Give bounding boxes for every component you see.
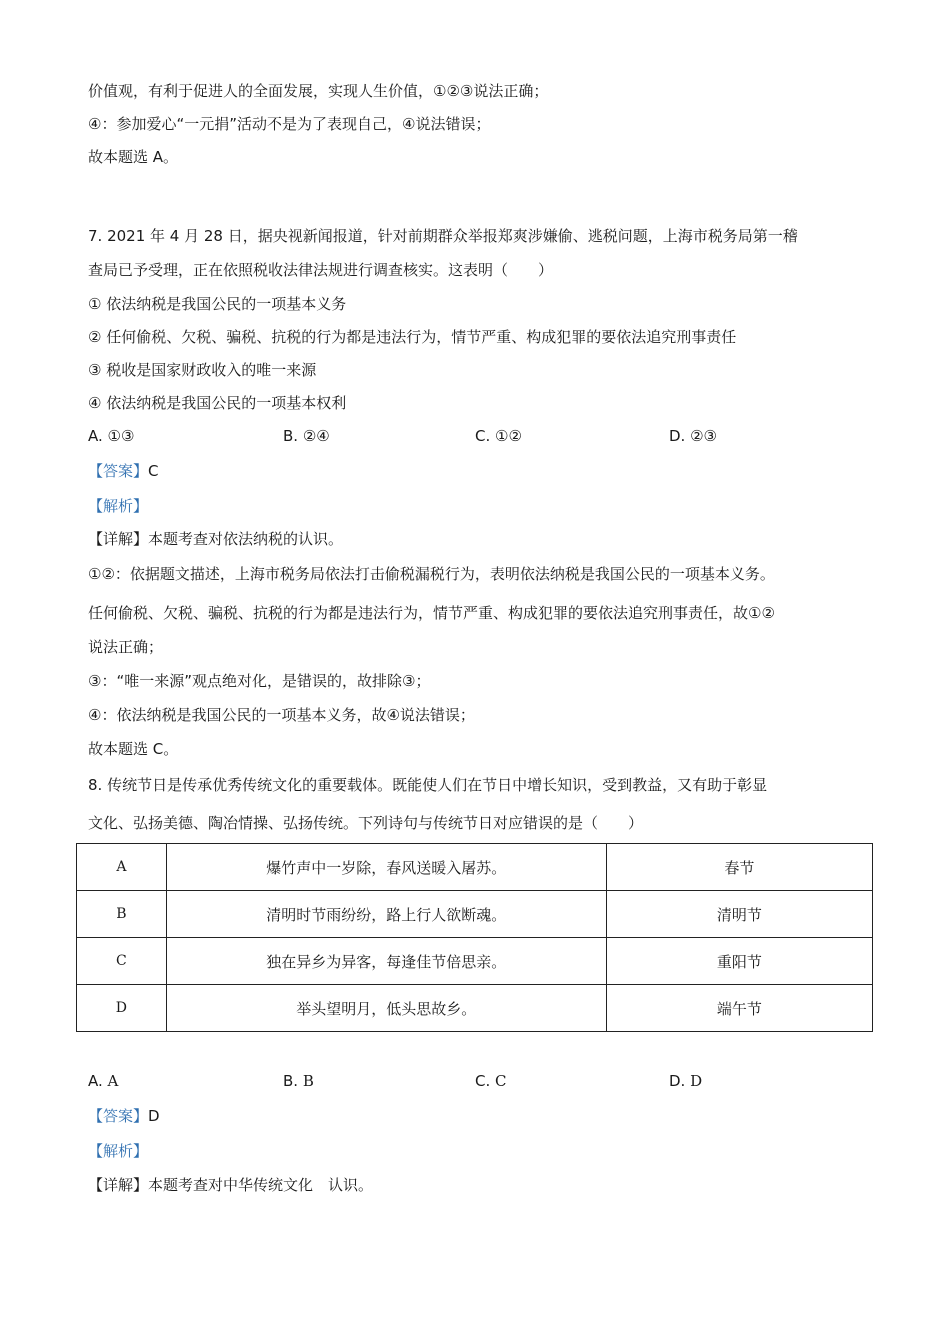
q7-conclusion: 故本题选 C。 xyxy=(88,740,179,758)
q8-analysis-label: 【解析】 xyxy=(88,1142,149,1160)
row-poem: 独在异乡为异客，每逢佳节倍思亲。 xyxy=(166,938,606,985)
row-letter: D xyxy=(77,985,167,1032)
prev-explanation-line: ④：参加爱心“一元捐”活动不是为了表现自己，④说法错误； xyxy=(88,115,491,133)
q8-stem: 文化、弘扬美德、陶冶情操、弘扬传统。下列诗句与传统节日对应错误的是（ ） xyxy=(88,814,644,832)
q7-explanation-line: 说法正确； xyxy=(88,638,164,656)
q7-explanation-line: ④：依法纳税是我国公民的一项基本义务，故④说法错误； xyxy=(88,706,475,724)
row-letter: C xyxy=(77,938,167,985)
q8-option-c xyxy=(475,1071,507,1091)
q8-detail: 【详解】本题考查对中华传统文化 认识。 xyxy=(88,1176,374,1194)
row-poem: 清明时节雨纷纷，路上行人欲断魂。 xyxy=(166,891,606,938)
answer-label: 【答案】 xyxy=(88,462,149,480)
row-letter: A xyxy=(77,844,167,891)
q8-answer xyxy=(88,1106,160,1126)
q7-analysis-label: 【解析】 xyxy=(88,497,149,515)
row-letter: B xyxy=(77,891,167,938)
answer-value: D xyxy=(148,1107,160,1125)
q7-item: ② 任何偷税、欠税、骗税、抗税的行为都是违法行为，情节严重、构成犯罪的要依法追究刑事责任 xyxy=(88,328,737,346)
row-festival: 春节 xyxy=(606,844,872,891)
option-label: A. xyxy=(88,1072,103,1090)
option-value: C xyxy=(495,1072,507,1090)
q7-detail: 【详解】本题考查对依法纳税的认识。 xyxy=(88,530,344,548)
q7-option-a: A. ①③ xyxy=(88,427,135,445)
option-label: D. xyxy=(669,1072,686,1090)
prev-conclusion: 故本题选 A。 xyxy=(88,148,179,166)
table-row xyxy=(77,891,873,938)
q8-option-a xyxy=(88,1071,118,1091)
q7-stem: 7. 2021 年 4 月 28 日，据央视新闻报道，针对前期群众举报郑爽涉嫌偷、逃税问题，上海市税务局第一稽 xyxy=(88,227,798,245)
q7-item: ③ 税收是国家财政收入的唯一来源 xyxy=(88,361,317,379)
q7-stem: 查局已予受理，正在依照税收法律法规进行调查核实。这表明（ ） xyxy=(88,261,554,279)
q7-explanation-line: ①②：依据题文描述，上海市税务局依法打击偷税漏税行为，表明依法纳税是我国公民的一项基本义务。 xyxy=(88,565,775,583)
q8-stem: 8. 传统节日是传承优秀传统文化的重要载体。既能使人们在节日中增长知识，受到教益，又有助于彰显 xyxy=(88,776,768,794)
q8-option-d xyxy=(669,1071,702,1091)
poem-festival-table xyxy=(76,843,873,1032)
answer-value: C xyxy=(148,462,159,480)
option-label: B. xyxy=(283,1072,299,1090)
row-festival: 端午节 xyxy=(606,985,872,1032)
prev-explanation-line: 价值观，有利于促进人的全面发展，实现人生价值，①②③说法正确； xyxy=(88,82,549,100)
q7-option-d: D. ②③ xyxy=(669,427,717,445)
q7-option-c: C. ①② xyxy=(475,427,522,445)
q7-option-b: B. ②④ xyxy=(283,427,330,445)
option-label: C. xyxy=(475,1072,491,1090)
answer-label: 【答案】 xyxy=(88,1107,149,1125)
row-poem: 举头望明月，低头思故乡。 xyxy=(166,985,606,1032)
q7-explanation-line: ③：“唯一来源”观点绝对化，是错误的，故排除③； xyxy=(88,672,431,690)
row-festival: 重阳节 xyxy=(606,938,872,985)
option-value: D xyxy=(690,1072,703,1090)
q7-item: ④ 依法纳税是我国公民的一项基本权利 xyxy=(88,394,347,412)
row-poem: 爆竹声中一岁除，春风送暖入屠苏。 xyxy=(166,844,606,891)
table-row xyxy=(77,985,873,1032)
option-value: B xyxy=(302,1072,314,1090)
q7-explanation-line: 任何偷税、欠税、骗税、抗税的行为都是违法行为，情节严重、构成犯罪的要依法追究刑事责任，故①② xyxy=(88,604,775,622)
table-row xyxy=(77,938,873,985)
q7-answer xyxy=(88,461,159,481)
table-row xyxy=(77,844,873,891)
option-value: A xyxy=(107,1072,119,1090)
q7-item: ① 依法纳税是我国公民的一项基本义务 xyxy=(88,295,347,313)
row-festival: 清明节 xyxy=(606,891,872,938)
q8-option-b xyxy=(283,1071,314,1091)
